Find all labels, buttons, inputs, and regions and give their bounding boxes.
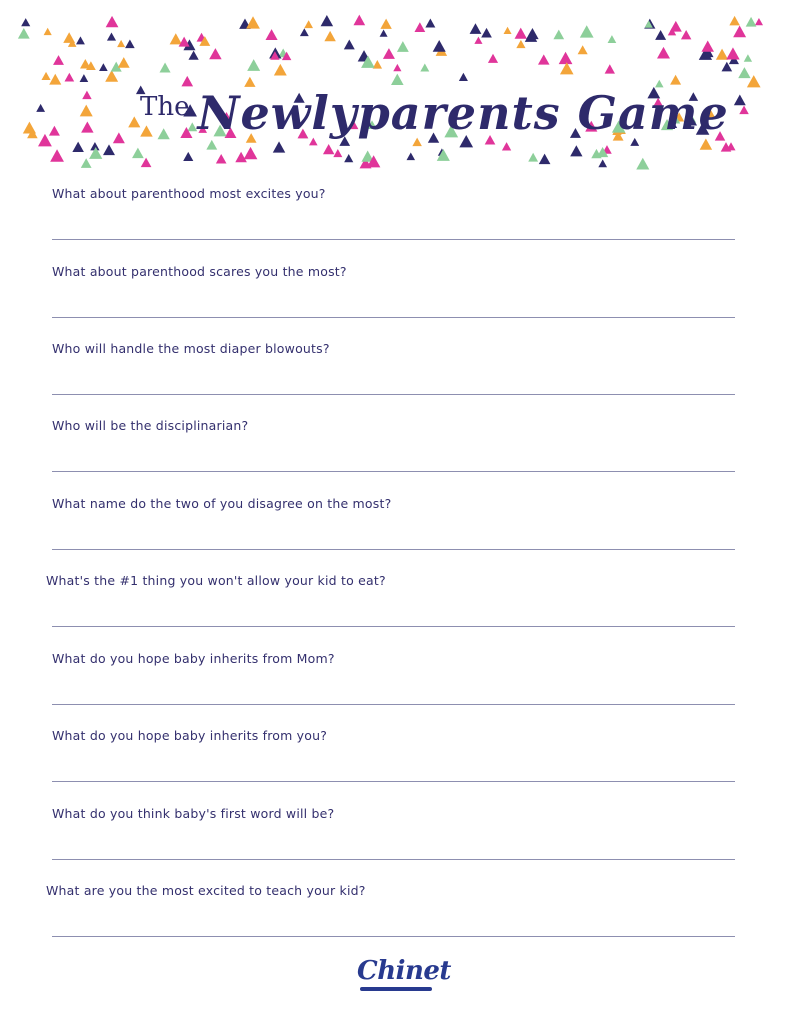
confetti-triangle [746, 17, 757, 27]
confetti-triangle [80, 74, 89, 82]
confetti-triangle [41, 72, 50, 80]
confetti-triangle [53, 55, 64, 65]
confetti-triangle [380, 19, 391, 29]
question-item [46, 573, 736, 633]
confetti-triangle [383, 48, 395, 59]
confetti-triangle [425, 19, 435, 28]
confetti-triangle [414, 22, 425, 32]
confetti-triangle [733, 26, 746, 38]
confetti-triangle [76, 36, 85, 44]
question-item [52, 728, 742, 788]
answer-line[interactable] [52, 781, 735, 782]
question-text: What are you the most excited to teach your kid? [46, 883, 366, 898]
confetti-triangle [38, 134, 52, 146]
confetti-triangle [474, 37, 482, 44]
chinet-logo: Chinet [357, 956, 451, 986]
confetti-triangle [304, 20, 313, 28]
confetti-triangle [216, 154, 227, 164]
confetti-triangle [515, 28, 527, 39]
question-item [52, 264, 742, 324]
confetti-triangle [502, 142, 511, 150]
confetti-triangle [266, 29, 278, 40]
confetti-triangle [183, 152, 193, 161]
confetti-triangle [23, 122, 36, 134]
logo-swoosh [360, 987, 432, 991]
question-item [52, 651, 742, 711]
question-item [46, 883, 736, 943]
answer-line[interactable] [52, 626, 735, 627]
confetti-triangle [103, 144, 115, 155]
question-text: Who will be the disciplinarian? [52, 418, 249, 433]
confetti-triangle [80, 105, 93, 117]
confetti-triangle [18, 28, 30, 39]
confetti-triangle [670, 75, 681, 85]
confetti-triangle [49, 74, 61, 85]
question-item [52, 496, 742, 556]
confetti-triangle [738, 67, 750, 78]
confetti-triangle [89, 147, 102, 159]
confetti-triangle [107, 33, 116, 41]
answer-line[interactable] [52, 471, 735, 472]
confetti-triangle [344, 40, 355, 50]
confetti-triangle [113, 132, 125, 143]
answer-line[interactable] [52, 936, 735, 937]
confetti-triangle [670, 21, 682, 32]
confetti-triangle [333, 149, 342, 157]
confetti-triangle [63, 32, 75, 43]
confetti-triangle [141, 158, 152, 168]
confetti-triangle [407, 152, 416, 160]
confetti-triangle [636, 158, 649, 170]
confetti-triangle [580, 25, 594, 37]
confetti-triangle [49, 126, 60, 136]
answer-line[interactable] [52, 394, 735, 395]
question-text: What about parenthood most excites you? [52, 186, 326, 201]
confetti-triangle [528, 153, 538, 162]
confetti-triangle [739, 106, 748, 115]
confetti-triangle [755, 18, 763, 25]
confetti-triangle [324, 31, 335, 41]
confetti-triangle [209, 48, 221, 59]
confetti-triangle [81, 121, 93, 132]
confetti-triangle [734, 95, 746, 106]
confetti-triangle [353, 15, 365, 26]
confetti-triangle [570, 145, 582, 156]
confetti-triangle [81, 158, 92, 168]
page-title [140, 60, 729, 140]
title-main: Newlyparents Game [197, 86, 729, 140]
confetti-triangle [21, 18, 30, 26]
question-item [52, 341, 742, 401]
answer-line[interactable] [52, 317, 735, 318]
confetti-triangle [716, 49, 728, 60]
confetti-triangle [681, 30, 691, 39]
confetti-triangle [106, 16, 119, 27]
confetti-triangle [72, 142, 84, 152]
confetti-triangle [608, 35, 617, 43]
confetti-triangle [128, 116, 140, 127]
confetti-triangle [729, 16, 740, 25]
confetti-triangle [657, 47, 670, 59]
confetti-triangle [50, 149, 64, 161]
question-text: Who will handle the most diaper blowouts? [52, 341, 330, 356]
question-text: What name do the two of you disagree on the most? [52, 496, 392, 511]
confetti-triangle [99, 63, 108, 71]
confetti-triangle [539, 154, 551, 164]
confetti-triangle [553, 30, 564, 40]
confetti-triangle [655, 30, 666, 40]
confetti-triangle [744, 54, 752, 62]
confetti-triangle [188, 51, 198, 60]
confetti-triangle [700, 139, 712, 150]
confetti-triangle [125, 39, 135, 48]
confetti-triangle [578, 45, 588, 54]
answer-line[interactable] [52, 549, 735, 550]
confetti-triangle [504, 27, 512, 34]
confetti-triangle [481, 28, 492, 38]
confetti-triangle [323, 144, 334, 154]
confetti-triangle [516, 40, 525, 48]
answer-line[interactable] [52, 859, 735, 860]
confetti-triangle [170, 33, 182, 44]
confetti-triangle [344, 154, 353, 162]
question-text: What do you think baby's first word will be? [52, 806, 335, 821]
confetti-triangle [206, 140, 217, 150]
confetti-triangle [244, 147, 258, 159]
confetti-triangle [36, 104, 45, 112]
confetti-triangle [117, 40, 125, 47]
confetti-triangle [44, 28, 52, 35]
confetti-triangle [433, 40, 446, 52]
question-text: What do you hope baby inherits from Mom? [52, 651, 335, 666]
title-prefix: The [140, 92, 190, 122]
confetti-triangle [132, 148, 144, 159]
confetti-triangle [397, 41, 409, 52]
confetti-triangle [82, 91, 91, 99]
question-text: What's the #1 thing you won't allow your kid to eat? [46, 573, 386, 588]
confetti-triangle [246, 16, 260, 28]
confetti-triangle [300, 28, 309, 36]
question-item [52, 186, 742, 246]
question-text: What do you hope baby inherits from you? [52, 728, 328, 743]
question-item [52, 806, 742, 866]
confetti-triangle [701, 41, 714, 52]
answer-line[interactable] [52, 704, 735, 705]
answer-line[interactable] [52, 239, 735, 240]
confetti-triangle [380, 29, 388, 36]
confetti-triangle [118, 57, 130, 68]
confetti-triangle [321, 15, 334, 26]
confetti-triangle [105, 70, 118, 82]
confetti-triangle [273, 141, 285, 152]
confetti-triangle [598, 159, 607, 167]
confetti-triangle [470, 23, 482, 34]
confetti-triangle [726, 47, 739, 59]
question-text: What about parenthood scares you the most? [52, 264, 347, 279]
question-item [52, 418, 742, 478]
confetti-triangle [64, 73, 74, 82]
